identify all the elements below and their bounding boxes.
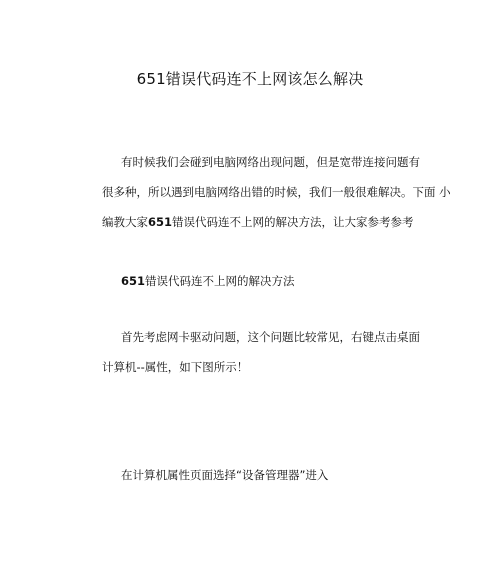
- intro-line-3: [102, 207, 414, 237]
- section-heading-line: [102, 266, 402, 296]
- section-heading-code: 651: [121, 274, 146, 288]
- step2-line-1: 在计算机属性页面选择“设备管理器”进入: [121, 468, 329, 482]
- intro-paragraph: [102, 147, 451, 237]
- section-heading-text: 错误代码连不上网的解决方法: [145, 274, 295, 288]
- intro-line-3-suffix: 错误代码连不上网的解决方法，让大家参考参考: [172, 215, 414, 229]
- intro-line-3-code: 651: [148, 215, 173, 229]
- step1-paragraph: [102, 322, 420, 382]
- step1-line-2: 计算机--属性，如下图所示！: [102, 360, 249, 374]
- intro-line-1: 有时候我们会碰到电脑网络出现问题，但是宽带连接问题有: [121, 155, 420, 169]
- section-heading: [102, 266, 402, 296]
- document-title: 651错误代码连不上网该怎么解决: [136, 70, 364, 88]
- intro-line-2: 很多种，所以遇到电脑网络出错的时候，我们一般很难解决。下面 小: [102, 185, 451, 199]
- step2-paragraph: [102, 460, 402, 490]
- intro-line-3-prefix: 编教大家: [102, 215, 148, 229]
- step1-line-1: 首先考虑网卡驱动问题，这个问题比较常见，右键点击桌面: [121, 330, 420, 344]
